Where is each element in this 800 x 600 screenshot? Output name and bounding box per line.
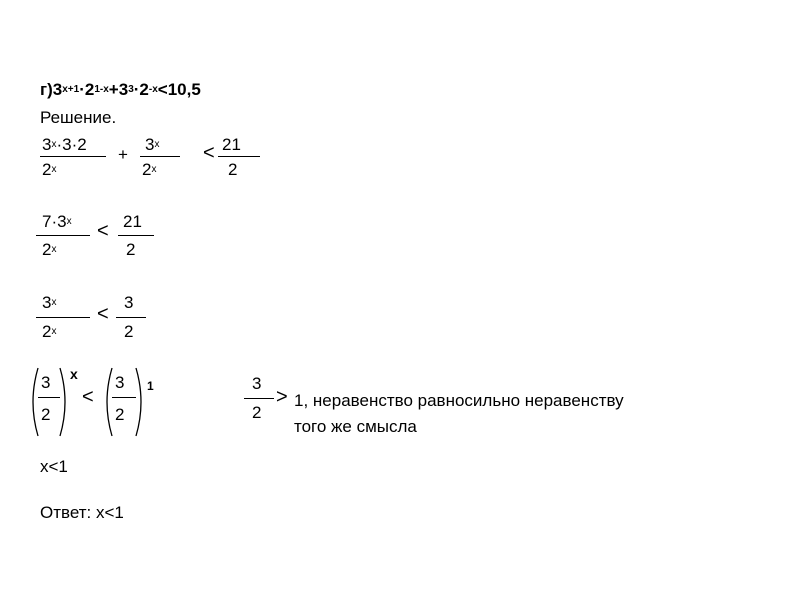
step1-frac3-denominator: 2 bbox=[228, 160, 238, 179]
step3-frac2-denominator: 2 bbox=[124, 322, 134, 341]
step4-less-than: < bbox=[82, 386, 94, 408]
step3-frac2-numerator: 3 bbox=[124, 293, 134, 312]
note-frac-numerator: 3 bbox=[252, 374, 262, 393]
step4-left-bar bbox=[38, 397, 60, 398]
step3-less-than: < bbox=[97, 303, 109, 325]
step1-plus: + bbox=[118, 145, 128, 164]
step4-left-numerator: 3 bbox=[41, 373, 51, 392]
step3-frac1-denominator: 2$^x$ bbox=[42, 322, 57, 341]
answer: Ответ: x<1 bbox=[40, 503, 124, 522]
step1-frac2-numerator: 3$^x$ bbox=[145, 135, 160, 154]
term4-base: 2 bbox=[139, 80, 149, 99]
step2-frac2-denominator: 2 bbox=[126, 240, 136, 259]
left-parenthesis-close bbox=[58, 366, 70, 438]
result: x<1 bbox=[40, 457, 68, 476]
right-parenthesis-close bbox=[134, 366, 146, 438]
plus: + bbox=[108, 80, 119, 99]
note-frac-denominator: 2 bbox=[252, 403, 262, 422]
dot: · bbox=[79, 80, 85, 99]
note-line1: 1, неравенство равносильно неравенству bbox=[294, 391, 624, 410]
step4-right-exponent: 1 bbox=[147, 379, 154, 393]
step3-frac1-bar bbox=[36, 317, 90, 318]
step1-frac2-denominator: 2$^x$ bbox=[142, 160, 157, 179]
step4-left-exponent: x bbox=[70, 366, 78, 382]
step4-right-denominator: 2 bbox=[115, 405, 125, 424]
step2-frac1-bar bbox=[36, 235, 90, 236]
step4-left-denominator: 2 bbox=[41, 405, 51, 424]
step1-frac3-bar bbox=[218, 156, 260, 157]
term4-exponent: -x bbox=[148, 84, 158, 95]
problem-label: г) bbox=[40, 80, 53, 99]
step2-frac2-bar bbox=[118, 235, 154, 236]
solution-label: Решение. bbox=[40, 108, 117, 127]
step1-less-than: < bbox=[203, 142, 215, 164]
step4-right-numerator: 3 bbox=[115, 373, 125, 392]
right-parenthesis-open bbox=[102, 366, 114, 438]
step3-frac2-bar bbox=[116, 317, 146, 318]
step2-frac1-denominator: 2$^x$ bbox=[42, 240, 57, 259]
term3-exponent: 3 bbox=[128, 84, 134, 95]
step1-frac1-bar bbox=[40, 156, 106, 157]
step1-frac3-numerator: 21 bbox=[222, 135, 241, 154]
problem-rhs: <10,5 bbox=[157, 80, 201, 99]
left-parenthesis-open bbox=[28, 366, 40, 438]
step3-frac1-numerator: 3$^x$ bbox=[42, 293, 57, 312]
step1-frac1-denominator: 2$^x$ bbox=[42, 160, 57, 179]
term2-base: 2 bbox=[84, 80, 95, 99]
note-greater-than: > bbox=[276, 386, 288, 408]
term1-base: 3 bbox=[52, 80, 63, 99]
step2-less-than: < bbox=[97, 220, 109, 242]
step1-frac1-numerator: $3^x\cdot 3\cdot 2$ bbox=[42, 135, 87, 154]
step4-right-bar bbox=[112, 397, 136, 398]
note-line2: того же смысла bbox=[294, 417, 417, 436]
step2-frac2-numerator: 21 bbox=[123, 212, 142, 231]
term3-base: 3 bbox=[118, 80, 129, 99]
term2-exponent: 1-x bbox=[94, 84, 109, 95]
dot: · bbox=[133, 80, 140, 99]
problem-statement bbox=[40, 80, 201, 100]
step1-frac2-bar bbox=[140, 156, 180, 157]
step2-frac1-numerator: $7\cdot 3^x$ bbox=[42, 212, 72, 231]
note-frac-bar bbox=[244, 398, 274, 399]
term1-exponent: x+1 bbox=[62, 84, 80, 95]
